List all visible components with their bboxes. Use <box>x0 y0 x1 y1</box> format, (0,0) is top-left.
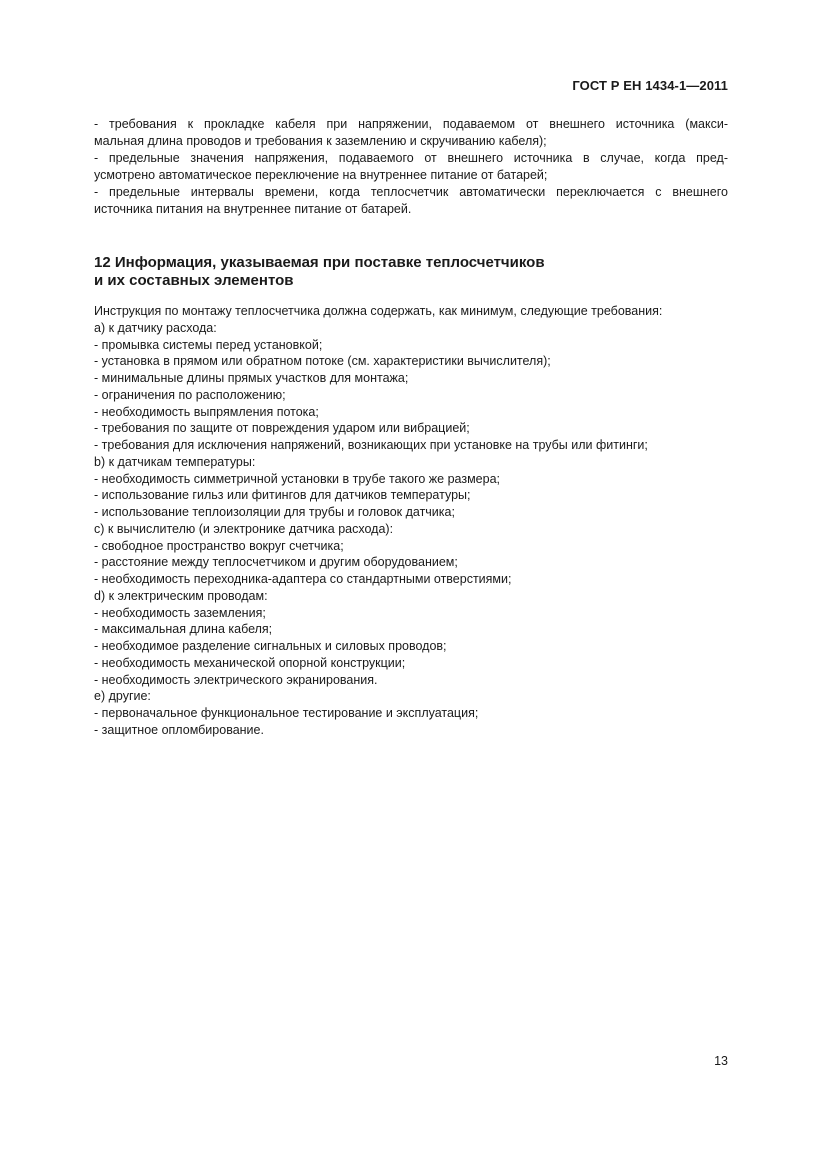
section-line: - использование гильз или фитингов для датчиков температуры; <box>94 488 471 503</box>
section-line: - защитное опломбирование. <box>94 722 264 737</box>
intro-block <box>94 116 728 218</box>
section-line: - требования по защите от повреждения ударом или вибрацией; <box>94 421 470 436</box>
intro-line: источника питания на внутреннее питание от батарей. <box>94 202 412 216</box>
section-line: - необходимость механической опорной конструкции; <box>94 655 406 670</box>
section-line: - ограничения по расположению; <box>94 387 286 402</box>
intro-line: - требования к прокладке кабеля при напряжении, подаваемом от внешнего источника (макси- <box>94 117 728 131</box>
intro-line: мальная длина проводов и требования к заземлению и скручиванию кабеля); <box>94 134 547 148</box>
section-heading-line: и их составных элементов <box>94 272 294 289</box>
section-line: - необходимость электрического экранирования. <box>94 672 378 687</box>
section-heading <box>94 254 734 290</box>
intro-paragraph <box>94 116 728 150</box>
section-line: - свободное пространство вокруг счетчика; <box>94 538 344 553</box>
intro-paragraph <box>94 184 728 218</box>
intro-line: - предельные интервалы времени, когда теплосчетчик автоматически переключается с внешнего <box>94 185 728 199</box>
section-line: - требования для исключения напряжений, возникающих при установке на трубы или фитинги; <box>94 438 648 452</box>
section-line: d) к электрическим проводам: <box>94 588 268 603</box>
section-line: - минимальные длины прямых участков для монтажа; <box>94 371 409 385</box>
intro-line: усмотрено автоматическое переключение на внутреннее питание от батарей; <box>94 168 548 182</box>
intro-paragraph <box>94 150 728 184</box>
section-line: - необходимое разделение сигнальных и силовых проводов; <box>94 639 447 653</box>
section-body <box>94 303 734 739</box>
section-line: а) к датчику расхода: <box>94 320 217 335</box>
section-line: е) другие: <box>94 689 151 704</box>
section-line: - использование теплоизоляции для трубы и головок датчика; <box>94 505 455 519</box>
intro-line: - предельные значения напряжения, подаваемого от внешнего источника в случае, когда пред- <box>94 151 728 165</box>
section-line: b) к датчикам температуры: <box>94 454 256 469</box>
section-line: Инструкция по монтажу теплосчетчика должна содержать, как минимум, следующие требования: <box>94 304 663 318</box>
section-line: - расстояние между теплосчетчиком и другим оборудованием; <box>94 555 458 570</box>
section-line: - необходимость симметричной установки в трубе такого же размера; <box>94 471 501 486</box>
section-line: - необходимость заземления; <box>94 605 266 620</box>
section-line: - необходимость переходника-адаптера со стандартными отверстиями; <box>94 572 512 586</box>
page-number: 13 <box>714 1054 728 1068</box>
document-code: ГОСТ Р ЕН 1434-1—2011 <box>572 78 728 93</box>
section-heading-line: 12 Информация, указываемая при поставке теплосчетчиков <box>94 254 545 271</box>
section-line: - установка в прямом или обратном потоке (см. характеристики вычислителя); <box>94 354 551 369</box>
section-line: - промывка системы перед установкой; <box>94 337 323 352</box>
section-line: - максимальная длина кабеля; <box>94 622 273 637</box>
section-line: - необходимость выпрямления потока; <box>94 404 319 419</box>
section-line: - первоначальное функциональное тестирование и эксплуатация; <box>94 706 479 720</box>
section-line: с) к вычислителю (и электронике датчика расхода): <box>94 521 394 536</box>
